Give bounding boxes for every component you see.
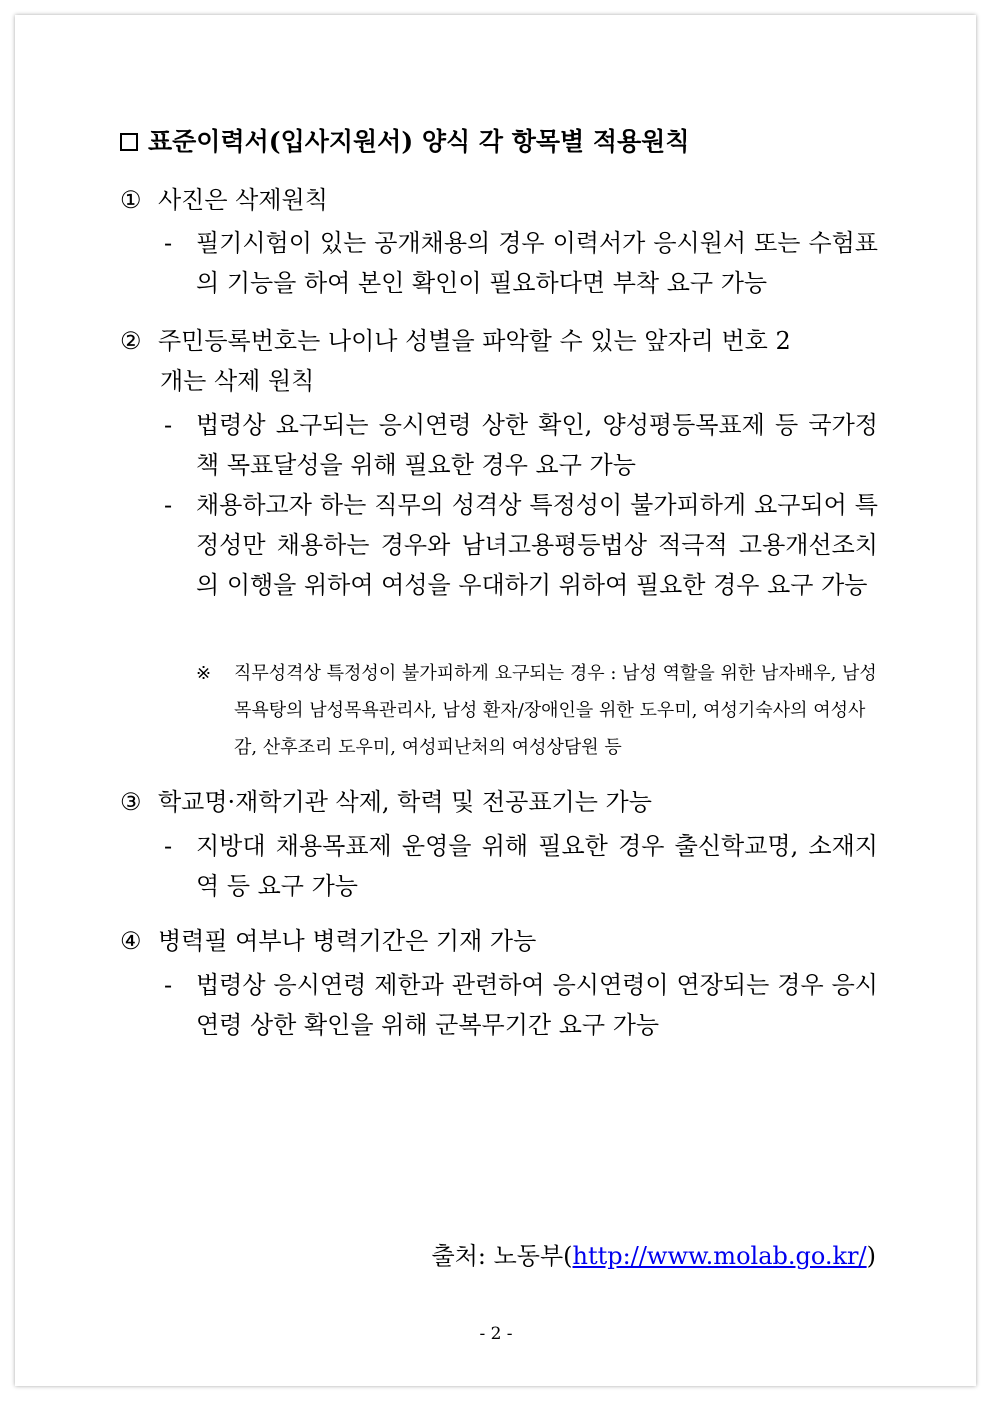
item-title-line-1: 주민등록번호는 나이나 성별을 파악할 수 있는 앞자리 번호 2 (158, 327, 791, 355)
sub-text: 필기시험이 있는 공개채용의 경우 이력서가 응시원서 또는 수험표의 기능을 하여 본인 확인이 필요하다면 부착 요구 가능 (196, 229, 878, 297)
item-1-sub-1 (164, 223, 878, 303)
item-number: ① (120, 186, 142, 214)
item-title: 학교명·재학기관 삭제, 학력 및 전공표기는 가능 (158, 788, 652, 816)
sub-text: 지방대 채용목표제 운영을 위해 필요한 경우 출신학교명, 소재지역 등 요구 가능 (196, 832, 878, 900)
sub-text: 채용하고자 하는 직무의 성격상 특정성이 불가피하게 요구되어 특정성만 채용하는 경우와 남녀고용평등법상 적극적 고용개선조치의 이행을 위하여 여성을 우대하기 위하여 필요한 경우 요구 가능 (196, 491, 878, 599)
dash-bullet: - (164, 411, 173, 439)
source-suffix: ) (866, 1242, 876, 1270)
reference-mark: ※ (196, 663, 212, 684)
section-heading (120, 122, 689, 158)
heading-text: 표준이력서(입사지원서) 양식 각 항목별 적용원칙 (148, 127, 690, 156)
dash-bullet: - (164, 491, 173, 519)
source-prefix: 출처: 노동부( (431, 1242, 573, 1270)
source-citation (432, 1236, 876, 1271)
item-title: 사진은 삭제원칙 (158, 186, 328, 214)
item-4-title (120, 921, 880, 961)
item-3-title (120, 782, 880, 822)
item-2-title (120, 321, 880, 401)
dash-bullet: - (164, 229, 173, 257)
item-number: ④ (120, 927, 142, 955)
item-number: ② (120, 327, 142, 355)
dash-bullet: - (164, 971, 173, 999)
note-text: 직무성격상 특정성이 불가피하게 요구되는 경우 : 남성 역할을 위한 남자배우, 남성목욕탕의 남성목욕관리사, 남성 환자/장애인을 위한 도우미, 여성기숙사의 여성사감, 산후조리 도우미, 여성피난처의 여성상담원 등 (234, 663, 877, 758)
dash-bullet: - (164, 832, 173, 860)
item-2-sub-2 (164, 485, 878, 605)
sub-text: 법령상 응시연령 제한과 관련하여 응시연령이 연장되는 경우 응시연령 상한 확인을 위해 군복무기간 요구 가능 (196, 971, 878, 1039)
source-link[interactable]: http://www.molab.go.kr/ (572, 1242, 867, 1270)
item-2-note (196, 655, 878, 766)
sub-text: 법령상 요구되는 응시연령 상한 확인, 양성평등목표제 등 국가정책 목표달성을 위해 필요한 경우 요구 가능 (196, 411, 878, 479)
item-3-sub-1 (164, 826, 878, 906)
item-title-line-2: 개는 삭제 원칙 (160, 367, 315, 395)
item-number: ③ (120, 788, 142, 816)
item-4-sub-1 (164, 965, 878, 1045)
item-2-sub-1 (164, 405, 878, 485)
page-number: - 2 - (479, 1324, 513, 1344)
item-title: 병력필 여부나 병력기간은 기재 가능 (158, 927, 537, 955)
empty-square-icon (120, 133, 138, 151)
item-1-title (120, 180, 880, 220)
